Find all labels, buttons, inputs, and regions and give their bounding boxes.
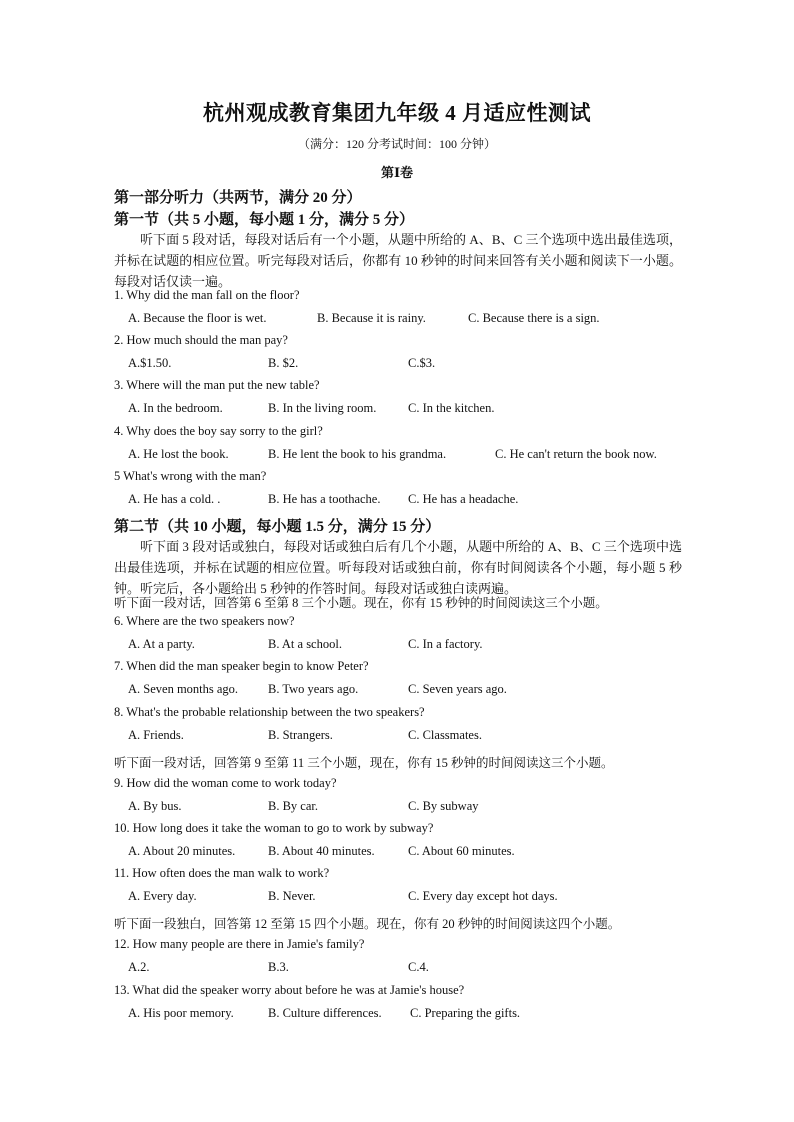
- section2-title: 第二节（共 10 小题，每小题 1.5 分，满分 15 分）: [114, 519, 441, 535]
- q2-option-c: C.$3.: [408, 356, 436, 370]
- q4-option-a: A. He lost the book.: [128, 447, 229, 461]
- q3-option-c: C. In the kitchen.: [408, 401, 495, 415]
- q9-option-b: B. By car.: [268, 799, 318, 813]
- question-4: 4. Why does the boy say sorry to the girl?: [114, 424, 323, 438]
- q1-option-a: A. Because the floor is wet.: [128, 311, 267, 325]
- q9-option-c: C. By subway: [408, 799, 479, 813]
- section2-intro-1: 听下面一段对话，回答第 6 至第 8 三个小题。现在，你有 15 秒钟的时间阅读这三个小题。: [114, 596, 608, 610]
- q13-option-c: C. Preparing the gifts.: [410, 1006, 521, 1020]
- page-title: 杭州观成教育集团九年级 4 月适应性测试: [203, 101, 591, 125]
- q10-option-a: A. About 20 minutes.: [128, 844, 236, 858]
- part1-title: 第一部分听力（共两节，满分 20 分）: [114, 190, 362, 206]
- q11-option-a: A. Every day.: [128, 889, 197, 903]
- section2-intro-3: 听下面一段独白，回答第 12 至第 15 四个小题。现在，你有 20 秒钟的时间阅读这四个小题。: [114, 917, 621, 931]
- q5-option-c: C. He has a headache.: [408, 492, 519, 506]
- question-1: 1. Why did the man fall on the floor?: [114, 288, 300, 302]
- q2-option-b: B. $2.: [268, 356, 299, 370]
- q4-option-b: B. He lent the book to his grandma.: [268, 447, 447, 461]
- q8-option-c: C. Classmates.: [408, 728, 482, 742]
- q2-option-a: A.$1.50.: [128, 356, 172, 370]
- q7-option-b: B. Two years ago.: [268, 682, 359, 696]
- volume-label: 第Ⅰ卷: [380, 165, 414, 180]
- q12-option-a: A.2.: [128, 960, 150, 974]
- section2-intro-2: 听下面一段对话，回答第 9 至第 11 三个小题，现在，你有 15 秒钟的时间阅读这三个小题。: [114, 756, 614, 770]
- q1-option-b: B. Because it is rainy.: [317, 311, 426, 325]
- q7-option-a: A. Seven months ago.: [128, 682, 239, 696]
- section1-title: 第一节（共 5 小题，每小题 1 分，满分 5 分）: [114, 212, 415, 228]
- question-11: 11. How often does the man walk to work?: [114, 866, 330, 880]
- question-7: 7. When did the man speaker begin to know Peter?: [114, 659, 369, 673]
- exam-subtitle: （满分：120 分考试时间：100 分钟）: [297, 137, 496, 151]
- q6-option-c: C. In a factory.: [408, 637, 483, 651]
- q10-option-c: C. About 60 minutes.: [408, 844, 515, 858]
- question-3: 3. Where will the man put the new table?: [114, 378, 320, 392]
- q5-option-a: A. He has a cold. .: [128, 492, 221, 506]
- q10-option-b: B. About 40 minutes.: [268, 844, 375, 858]
- q13-option-b: B. Culture differences.: [268, 1006, 382, 1020]
- section1-instructions: 听下面 5 段对话，每段对话后有一个小题，从题中所给的 A、B、C 三个选项中选出最佳选项，并标在试题的相应位置。听完每段对话后，你都有 10 秒钟的时间来回答有关小题和阅读下一小题。每段对话仅读一遍。: [114, 232, 682, 289]
- section2-instructions: 听下面 3 段对话或独白，每段对话或独白后有几个小题，从题中所给的 A、B、C 三个选项中选出最佳选项，并标在试题的相应位置。听每段对话或独白前，你有时间阅读各个小题，每小题 5 秒钟。听完后，各小题给出 5 秒钟的作答时间。每段对话或独白读两遍。: [114, 539, 682, 596]
- q12-option-c: C.4.: [408, 960, 429, 974]
- q13-option-a: A. His poor memory.: [128, 1006, 234, 1020]
- question-12: 12. How many people are there in Jamie's family?: [114, 937, 365, 951]
- question-2: 2. How much should the man pay?: [114, 333, 288, 347]
- q5-option-b: B. He has a toothache.: [268, 492, 381, 506]
- question-9: 9. How did the woman come to work today?: [114, 776, 337, 790]
- q4-option-c: C. He can't return the book now.: [495, 447, 657, 461]
- q11-option-b: B. Never.: [268, 889, 316, 903]
- question-5: 5 What's wrong with the man?: [114, 469, 267, 483]
- q1-option-c: C. Because there is a sign.: [468, 311, 600, 325]
- q6-option-b: B. At a school.: [268, 637, 342, 651]
- q8-option-a: A. Friends.: [128, 728, 184, 742]
- q3-option-b: B. In the living room.: [268, 401, 377, 415]
- q8-option-b: B. Strangers.: [268, 728, 333, 742]
- q6-option-a: A. At a party.: [128, 637, 195, 651]
- question-6: 6. Where are the two speakers now?: [114, 614, 295, 628]
- question-13: 13. What did the speaker worry about before he was at Jamie's house?: [114, 983, 465, 997]
- question-10: 10. How long does it take the woman to go to work by subway?: [114, 821, 434, 835]
- q7-option-c: C. Seven years ago.: [408, 682, 507, 696]
- q9-option-a: A. By bus.: [128, 799, 182, 813]
- q11-option-c: C. Every day except hot days.: [408, 889, 558, 903]
- q12-option-b: B.3.: [268, 960, 289, 974]
- question-8: 8. What's the probable relationship between the two speakers?: [114, 705, 425, 719]
- q3-option-a: A. In the bedroom.: [128, 401, 223, 415]
